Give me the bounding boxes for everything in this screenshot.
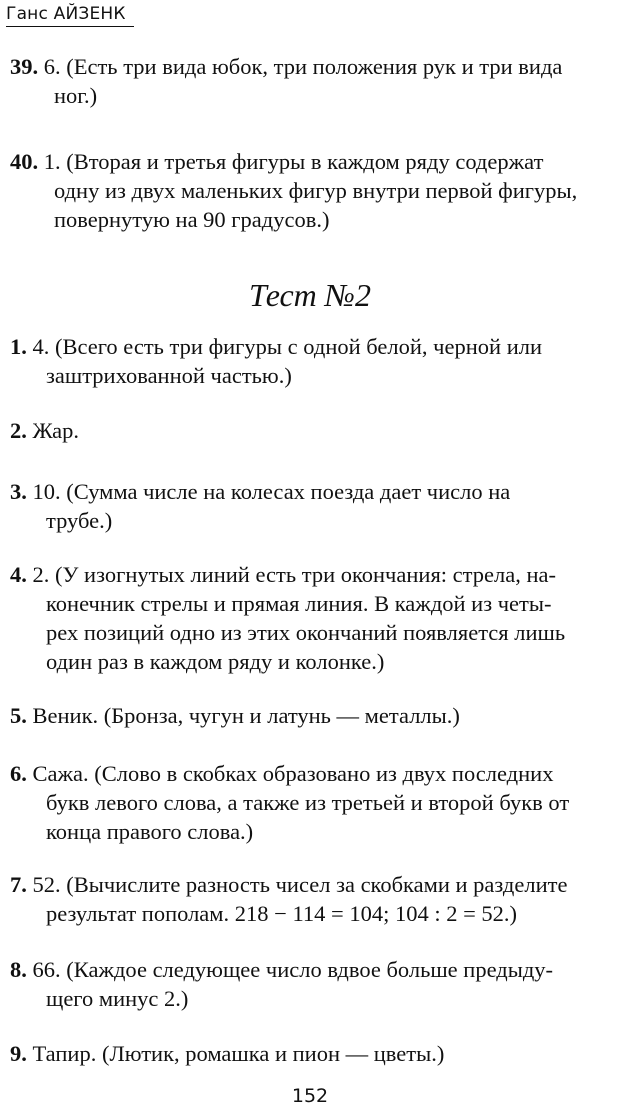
answer-text-line: один раз в каждом ряду и колонке.)	[46, 649, 385, 674]
answer-number: 4.	[10, 562, 27, 587]
answer-number: 7.	[10, 872, 27, 897]
answer-item-1	[10, 332, 614, 390]
answer-text-line: одну из двух маленьких фигур внутри первой фигуры,	[54, 178, 578, 203]
answer-item-2	[10, 416, 614, 445]
answer-text-line: Тапир. (Лютик, ромашка и пион — цветы.)	[32, 1041, 445, 1066]
answer-text-line: 4. (Всего есть три фигуры с одной белой, черной или	[32, 334, 543, 359]
answer-text-line: букв левого слова, а также из третьей и второй букв от	[46, 790, 570, 815]
page-number: 152	[291, 1085, 329, 1107]
answer-item-5	[10, 701, 614, 730]
answer-item-3	[10, 477, 614, 535]
section-title: Тест №2	[249, 277, 371, 313]
answer-number: 2.	[10, 418, 27, 443]
answer-number: 1.	[10, 334, 27, 359]
running-head: Ганс АЙЗЕНК	[6, 4, 134, 27]
answer-text-line: 6. (Есть три вида юбок, три положения рук и три вида	[43, 54, 563, 79]
answer-text-line: рех позиций одно из этих окончаний появляется лишь	[46, 620, 566, 645]
answer-text-line: 52. (Вычислите разность чисел за скобками и разделите	[32, 872, 568, 897]
answer-item-4	[10, 560, 614, 676]
answer-text-line: ног.)	[54, 83, 98, 108]
answer-text-line: конца правого слова.)	[46, 819, 254, 844]
answer-item-39	[10, 52, 614, 110]
answer-text-line: Жар.	[32, 418, 79, 443]
answer-item-9	[10, 1039, 614, 1068]
answer-number: 40.	[10, 149, 39, 174]
answer-item-40	[10, 147, 614, 234]
answer-number: 9.	[10, 1041, 27, 1066]
answer-text-line: 2. (У изогнутых линий есть три окончания: стрела, на-	[32, 562, 556, 587]
answer-number: 6.	[10, 761, 27, 786]
answer-text-line: 10. (Сумма числе на колесах поезда дает число на	[32, 479, 511, 504]
answer-number: 39.	[10, 54, 39, 79]
answer-number: 3.	[10, 479, 27, 504]
answer-text-line: конечник стрелы и прямая линия. В каждой из четы-	[46, 591, 552, 616]
answer-item-7	[10, 870, 614, 928]
answer-text-line: заштрихованной частью.)	[46, 363, 292, 388]
answer-text-line: щего минус 2.)	[46, 986, 189, 1011]
answer-text-line: повернутую на 90 градусов.)	[54, 207, 330, 232]
answer-text-line: 66. (Каждое следующее число вдвое больше предыду-	[32, 957, 554, 982]
answer-item-6	[10, 759, 614, 846]
answer-text-line: Веник. (Бронза, чугун и латунь — металлы.)	[32, 703, 460, 728]
answer-number: 8.	[10, 957, 27, 982]
answer-text-line: 1. (Вторая и третья фигуры в каждом ряду содержат	[43, 149, 544, 174]
answer-text-line: трубе.)	[46, 508, 113, 533]
answer-text-line: Сажа. (Слово в скобках образовано из двух последних	[32, 761, 554, 786]
answer-number: 5.	[10, 703, 27, 728]
answer-text-line: результат пополам. 218 − 114 = 104; 104 : 2 = 52.)	[46, 901, 518, 926]
answer-item-8	[10, 955, 614, 1013]
